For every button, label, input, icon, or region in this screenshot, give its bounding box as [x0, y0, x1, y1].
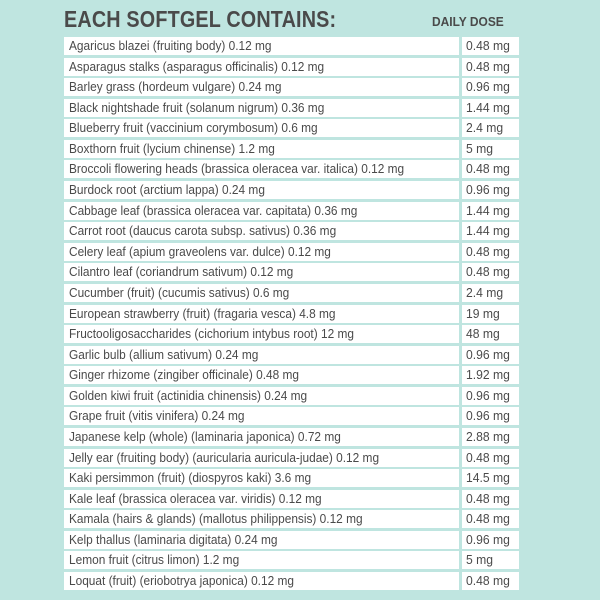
row-background	[64, 181, 519, 199]
ingredient-row	[64, 98, 519, 119]
row-background	[64, 449, 519, 467]
ingredient-name: Garlic bulb (allium sativum) 0.24 mg	[69, 346, 259, 362]
column-divider	[459, 243, 462, 261]
daily-dose-value: 0.48 mg	[466, 264, 510, 280]
row-background	[64, 428, 519, 446]
daily-dose-value: 0.96 mg	[466, 408, 510, 424]
ingredient-name: European strawberry (fruit) (fragaria vesca) 4.8 mg	[69, 305, 336, 321]
daily-dose-value: 1.44 mg	[466, 202, 510, 218]
ingredient-row	[64, 283, 519, 304]
ingredient-name: Kelp thallus (laminaria digitata) 0.24 mg	[69, 531, 278, 547]
row-background	[64, 407, 519, 425]
row-background	[64, 284, 519, 302]
column-divider	[459, 263, 462, 281]
ingredient-name: Cabbage leaf (brassica oleracea var. capitata) 0.36 mg	[69, 202, 358, 218]
ingredient-row	[64, 262, 519, 283]
ingredient-row	[64, 345, 519, 366]
row-background	[64, 243, 519, 261]
daily-dose-value: 48 mg	[466, 326, 500, 342]
ingredient-name: Agaricus blazei (fruiting body) 0.12 mg	[69, 38, 272, 53]
row-background	[64, 366, 519, 384]
daily-dose-value: 2.88 mg	[466, 428, 510, 444]
row-background	[64, 99, 519, 117]
column-divider	[459, 37, 462, 55]
row-background	[64, 387, 519, 405]
ingredient-name: Burdock root (arctium lappa) 0.24 mg	[69, 182, 265, 198]
daily-dose-value: 5 mg	[466, 552, 493, 568]
ingredient-name: Loquat (fruit) (eriobotrya japonica) 0.12 mg	[69, 573, 294, 589]
row-background	[64, 531, 519, 549]
column-divider	[459, 58, 462, 76]
daily-dose-value: 0.48 mg	[466, 161, 510, 177]
column-divider	[459, 490, 462, 508]
column-divider	[459, 284, 462, 302]
ingredient-row	[64, 57, 519, 78]
ingredient-row	[64, 77, 519, 98]
daily-dose-value: 0.48 mg	[466, 511, 510, 527]
column-divider	[459, 572, 462, 590]
ingredient-row	[64, 365, 519, 386]
column-divider	[459, 449, 462, 467]
row-background	[64, 37, 519, 55]
row-background	[64, 551, 519, 569]
daily-dose-value: 0.96 mg	[466, 182, 510, 198]
column-divider	[459, 181, 462, 199]
row-background	[64, 78, 519, 96]
ingredient-row	[64, 550, 519, 571]
column-divider	[459, 119, 462, 137]
row-background	[64, 469, 519, 487]
ingredient-name: Boxthorn fruit (lycium chinense) 1.2 mg	[69, 140, 275, 156]
column-divider	[459, 160, 462, 178]
daily-dose-value: 0.48 mg	[466, 449, 510, 465]
daily-dose-value: 0.48 mg	[466, 243, 510, 259]
daily-dose-value: 19 mg	[466, 305, 500, 321]
column-divider	[459, 510, 462, 528]
daily-dose-value: 14.5 mg	[466, 470, 510, 486]
ingredient-name: Jelly ear (fruiting body) (auricularia auricula-judae) 0.12 mg	[69, 449, 380, 465]
row-background	[64, 305, 519, 323]
column-divider	[459, 366, 462, 384]
ingredient-row	[64, 406, 519, 427]
ingredient-name: Celery leaf (apium graveolens var. dulce) 0.12 mg	[69, 243, 331, 259]
daily-dose-value: 0.48 mg	[466, 58, 510, 74]
daily-dose-value: 1.92 mg	[466, 367, 510, 383]
column-divider	[459, 78, 462, 96]
ingredient-row	[64, 489, 519, 510]
ingredient-name: Kale leaf (brassica oleracea var. viridis) 0.12 mg	[69, 490, 322, 506]
daily-dose-value: 0.48 mg	[466, 38, 510, 53]
row-background	[64, 140, 519, 158]
ingredient-row	[64, 159, 519, 180]
ingredient-name: Japanese kelp (whole) (laminaria japonica) 0.72 mg	[69, 428, 341, 444]
ingredient-row	[64, 118, 519, 139]
ingredient-name: Carrot root (daucus carota subsp. sativus) 0.36 mg	[69, 223, 337, 239]
ingredient-name: Fructooligosaccharides (cichorium intybus root) 12 mg	[69, 326, 354, 342]
ingredient-name: Cilantro leaf (coriandrum sativum) 0.12 mg	[69, 264, 294, 280]
ingredient-name: Blueberry fruit (vaccinium corymbosum) 0.6 mg	[69, 120, 318, 136]
ingredient-row	[64, 324, 519, 345]
column-divider	[459, 387, 462, 405]
row-background	[64, 58, 519, 76]
panel-title: EACH SOFTGEL CONTAINS:	[64, 6, 337, 32]
ingredient-name: Broccoli flowering heads (brassica oleracea var. italica) 0.12 mg	[69, 161, 405, 177]
ingredient-row	[64, 571, 519, 592]
ingredient-name: Cucumber (fruit) (cucumis sativus) 0.6 mg	[69, 284, 290, 300]
row-background	[64, 325, 519, 343]
ingredient-row	[64, 304, 519, 325]
ingredient-row	[64, 180, 519, 201]
ingredient-row	[64, 427, 519, 448]
row-background	[64, 119, 519, 137]
column-divider	[459, 346, 462, 364]
ingredient-row	[64, 139, 519, 160]
row-background	[64, 346, 519, 364]
daily-dose-value: 0.48 mg	[466, 573, 510, 589]
column-divider	[459, 305, 462, 323]
column-divider	[459, 222, 462, 240]
column-divider	[459, 551, 462, 569]
ingredient-name: Black nightshade fruit (solanum nigrum) 0.36 mg	[69, 99, 325, 115]
ingredient-name: Ginger rhizome (zingiber officinale) 0.48 mg	[69, 367, 300, 383]
column-divider	[459, 407, 462, 425]
daily-dose-value: 1.44 mg	[466, 99, 510, 115]
ingredient-row	[64, 530, 519, 551]
daily-dose-value: 0.96 mg	[466, 79, 510, 95]
daily-dose-value: 0.96 mg	[466, 387, 510, 403]
ingredient-name: Grape fruit (vitis vinifera) 0.24 mg	[69, 408, 245, 424]
ingredient-name: Kaki persimmon (fruit) (diospyros kaki) 3.6 mg	[69, 470, 312, 486]
column-divider	[459, 202, 462, 220]
row-background	[64, 490, 519, 508]
row-background	[64, 222, 519, 240]
ingredient-list	[64, 36, 519, 592]
table-header	[64, 6, 524, 36]
ingredient-row	[64, 221, 519, 242]
ingredient-row	[64, 386, 519, 407]
daily-dose-value: 2.4 mg	[466, 284, 504, 300]
daily-dose-value: 0.48 mg	[466, 490, 510, 506]
row-background	[64, 263, 519, 281]
ingredient-name: Asparagus stalks (asparagus officinalis) 0.12 mg	[69, 58, 325, 74]
daily-dose-column-header: DAILY DOSE	[432, 14, 504, 29]
daily-dose-value: 1.44 mg	[466, 223, 510, 239]
daily-dose-value: 0.96 mg	[466, 346, 510, 362]
daily-dose-value: 2.4 mg	[466, 120, 504, 136]
row-background	[64, 572, 519, 590]
column-divider	[459, 531, 462, 549]
ingredient-name: Barley grass (hordeum vulgare) 0.24 mg	[69, 79, 282, 95]
column-divider	[459, 428, 462, 446]
row-background	[64, 510, 519, 528]
ingredient-row	[64, 201, 519, 222]
ingredient-name: Lemon fruit (citrus limon) 1.2 mg	[69, 552, 240, 568]
ingredient-row	[64, 36, 519, 57]
column-divider	[459, 99, 462, 117]
ingredient-row	[64, 509, 519, 530]
column-divider	[459, 469, 462, 487]
daily-dose-value: 0.96 mg	[466, 531, 510, 547]
row-background	[64, 202, 519, 220]
ingredient-row	[64, 468, 519, 489]
ingredient-row	[64, 242, 519, 263]
column-divider	[459, 325, 462, 343]
ingredient-name: Golden kiwi fruit (actinidia chinensis) 0.24 mg	[69, 387, 308, 403]
column-divider	[459, 140, 462, 158]
daily-dose-value: 5 mg	[466, 140, 493, 156]
ingredient-name: Kamala (hairs & glands) (mallotus philippensis) 0.12 mg	[69, 511, 363, 527]
ingredient-row	[64, 448, 519, 469]
row-background	[64, 160, 519, 178]
